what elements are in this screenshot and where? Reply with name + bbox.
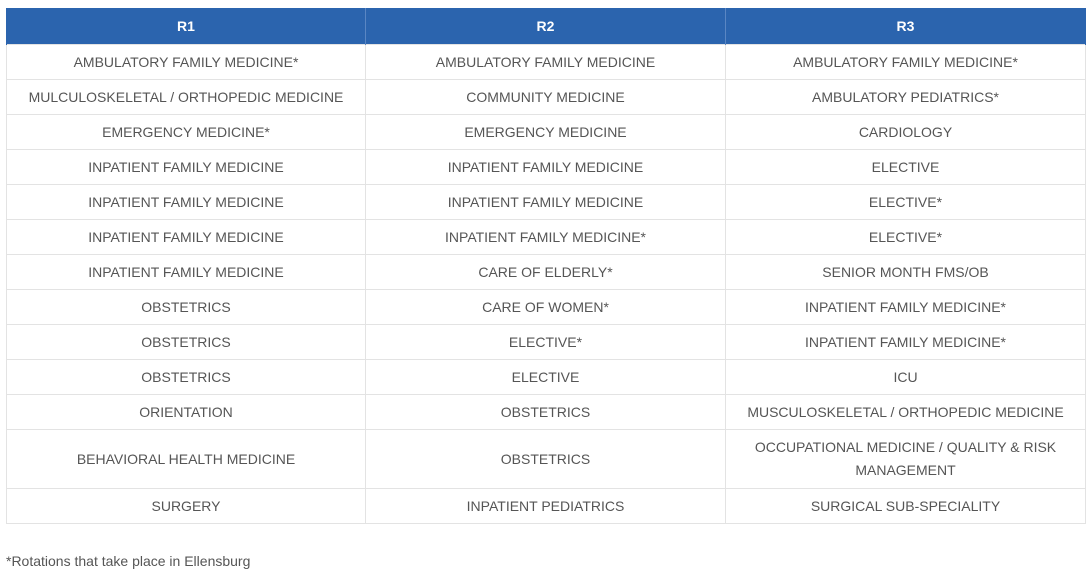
header-r1: R1 [7, 8, 366, 45]
table-cell: AMBULATORY FAMILY MEDICINE* [7, 45, 366, 80]
table-row [7, 185, 1086, 220]
table-cell: ELECTIVE* [726, 185, 1086, 220]
rotation-table-container [6, 8, 1085, 524]
table-cell: CARDIOLOGY [726, 115, 1086, 150]
table-cell: EMERGENCY MEDICINE [366, 115, 726, 150]
table-cell: AMBULATORY PEDIATRICS* [726, 80, 1086, 115]
table-cell: OBSTETRICS [7, 290, 366, 325]
header-row [7, 8, 1086, 45]
rotation-schedule-table [6, 8, 1086, 524]
table-cell: ELECTIVE* [726, 220, 1086, 255]
table-cell: INPATIENT FAMILY MEDICINE [366, 185, 726, 220]
table-cell: ORIENTATION [7, 395, 366, 430]
table-row [7, 395, 1086, 430]
table-cell: INPATIENT FAMILY MEDICINE [7, 150, 366, 185]
table-header [7, 8, 1086, 45]
table-cell: COMMUNITY MEDICINE [366, 80, 726, 115]
table-cell: EMERGENCY MEDICINE* [7, 115, 366, 150]
table-cell: MUSCULOSKELETAL / ORTHOPEDIC MEDICINE [726, 395, 1086, 430]
table-cell: MULCULOSKELETAL / ORTHOPEDIC MEDICINE [7, 80, 366, 115]
table-cell: ELECTIVE [366, 360, 726, 395]
table-cell: INPATIENT FAMILY MEDICINE [7, 220, 366, 255]
table-cell: OBSTETRICS [366, 430, 726, 489]
table-body [7, 45, 1086, 524]
table-cell: ELECTIVE [726, 150, 1086, 185]
table-cell: INPATIENT FAMILY MEDICINE* [726, 290, 1086, 325]
table-cell: OBSTETRICS [366, 395, 726, 430]
table-cell: SENIOR MONTH FMS/OB [726, 255, 1086, 290]
table-row [7, 255, 1086, 290]
table-row [7, 220, 1086, 255]
table-row [7, 45, 1086, 80]
table-cell: INPATIENT FAMILY MEDICINE [7, 255, 366, 290]
table-cell: INPATIENT FAMILY MEDICINE [7, 185, 366, 220]
table-cell: CARE OF WOMEN* [366, 290, 726, 325]
footnote: *Rotations that take place in Ellensburg [6, 553, 251, 569]
table-row [7, 80, 1086, 115]
table-cell: AMBULATORY FAMILY MEDICINE* [726, 45, 1086, 80]
table-cell: BEHAVIORAL HEALTH MEDICINE [7, 430, 366, 489]
table-cell: INPATIENT FAMILY MEDICINE* [726, 325, 1086, 360]
table-cell: ICU [726, 360, 1086, 395]
table-row [7, 360, 1086, 395]
table-cell: OCCUPATIONAL MEDICINE / QUALITY & RISK MANAGEMENT [726, 430, 1086, 489]
header-r2: R2 [366, 8, 726, 45]
table-cell: ELECTIVE* [366, 325, 726, 360]
table-cell: SURGERY [7, 489, 366, 524]
table-cell: INPATIENT PEDIATRICS [366, 489, 726, 524]
table-row [7, 115, 1086, 150]
table-row [7, 430, 1086, 489]
table-row [7, 290, 1086, 325]
table-cell: AMBULATORY FAMILY MEDICINE [366, 45, 726, 80]
table-cell: CARE OF ELDERLY* [366, 255, 726, 290]
header-r3: R3 [726, 8, 1086, 45]
table-row [7, 150, 1086, 185]
table-cell: OBSTETRICS [7, 325, 366, 360]
table-cell: INPATIENT FAMILY MEDICINE* [366, 220, 726, 255]
table-cell: SURGICAL SUB-SPECIALITY [726, 489, 1086, 524]
table-cell: OBSTETRICS [7, 360, 366, 395]
table-cell: INPATIENT FAMILY MEDICINE [366, 150, 726, 185]
table-row [7, 489, 1086, 524]
table-row [7, 325, 1086, 360]
